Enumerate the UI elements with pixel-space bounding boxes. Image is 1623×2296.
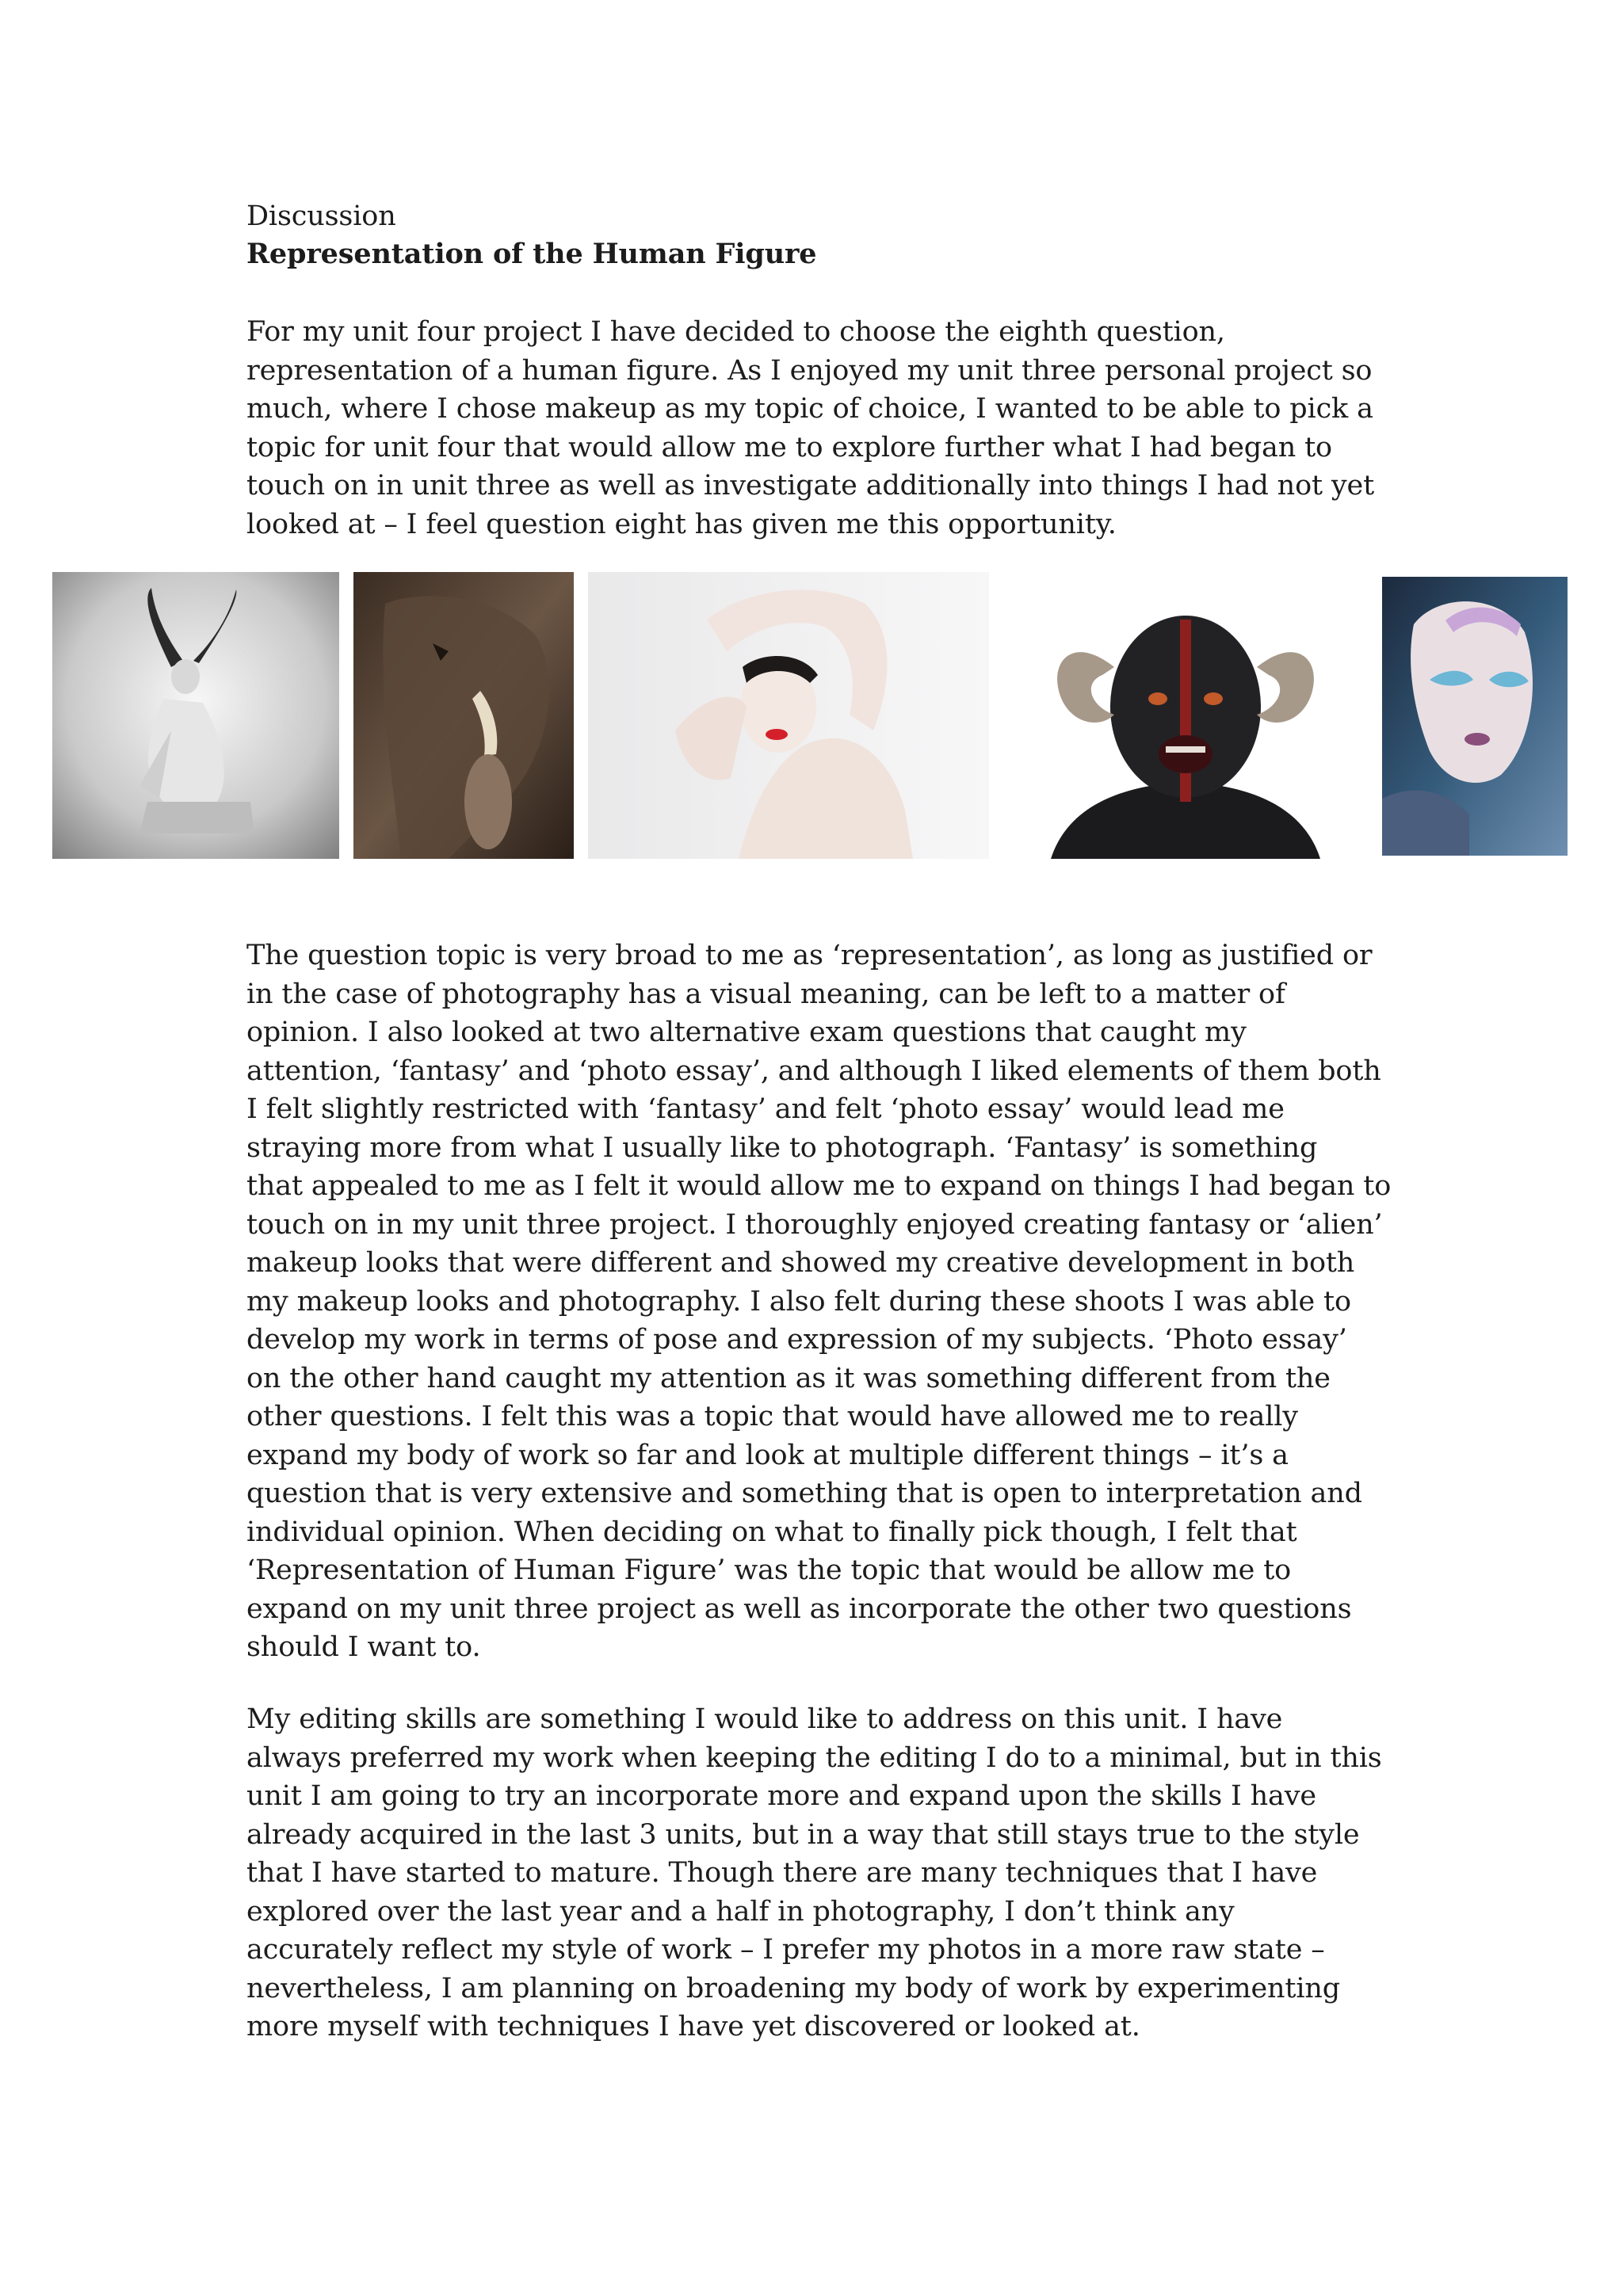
text-line: that appealed to me as I felt it would allow me to expand on things I had began to bbox=[246, 1170, 1392, 1202]
text-line: expand my body of work so far and look at multiple different things – it’s a bbox=[246, 1439, 1289, 1471]
text-line: attention, ‘fantasy’ and ‘photo essay’, and although I liked elements of them both bbox=[246, 1055, 1381, 1087]
text-line: much, where I chose makeup as my topic of choice, I wanted to be able to pick a bbox=[246, 393, 1373, 425]
text-line: other questions. I felt this was a topic that would have allowed me to really bbox=[246, 1401, 1298, 1432]
ram-horned-face-photo bbox=[1003, 572, 1368, 859]
horned-figure-photo bbox=[52, 572, 339, 859]
body-paragraph-3 bbox=[246, 1700, 1388, 2046]
text-line: ‘Representation of Human Figure’ was the topic that would be allow me to bbox=[246, 1554, 1292, 1586]
intro-paragraph bbox=[246, 313, 1388, 543]
text-line: my makeup looks and photography. I also felt during these shoots I was able to bbox=[246, 1285, 1351, 1318]
text-line: question that is very extensive and something that is open to interpretation and bbox=[246, 1478, 1362, 1509]
text-line: I felt slightly restricted with ‘fantasy’ and felt ‘photo essay’ would lead me bbox=[246, 1093, 1285, 1125]
text-line: always preferred my work when keeping the editing I do to a minimal, but in this bbox=[246, 1741, 1382, 1774]
elephant-photo bbox=[353, 572, 574, 859]
text-line: develop my work in terms of pose and expression of my subjects. ‘Photo essay’ bbox=[246, 1324, 1347, 1356]
text-line: should I want to. bbox=[246, 1631, 481, 1663]
text-line: more myself with techniques I have yet discovered or looked at. bbox=[246, 2011, 1140, 2042]
text-line: explored over the last year and a half in photography, I don’t think any bbox=[246, 1895, 1235, 1928]
text-line: already acquired in the last 3 units, but in a way that still stays true to the style bbox=[246, 1818, 1360, 1851]
text-line: nevertheless, I am planning on broadening my body of work by experimenting bbox=[246, 1972, 1341, 2004]
text-line: expand on my unit three project as well as incorporate the other two questions bbox=[246, 1592, 1352, 1625]
text-line: My editing skills are something I would like to address on this unit. I have bbox=[246, 1703, 1283, 1735]
text-line: looked at – I feel question eight has given me this opportunity. bbox=[246, 508, 1117, 540]
text-line: topic for unit four that would allow me to explore further what I had began to bbox=[246, 431, 1332, 463]
section-label: Discussion bbox=[246, 200, 396, 232]
text-line: on the other hand caught my attention as it was something different from the bbox=[246, 1362, 1331, 1394]
text-line: makeup looks that were different and showed my creative development in both bbox=[246, 1247, 1355, 1279]
text-line: touch on in unit three as well as investigate additionally into things I had not yet bbox=[246, 470, 1374, 502]
text-line: unit I am going to try an incorporate more and expand upon the skills I have bbox=[246, 1780, 1316, 1812]
text-line: straying more from what I usually like to photograph. ‘Fantasy’ is something bbox=[246, 1131, 1318, 1164]
text-line: accurately reflect my style of work – I prefer my photos in a more raw state – bbox=[246, 1934, 1325, 1966]
text-line: representation of a human figure. As I enjoyed my unit three personal project so bbox=[246, 354, 1373, 387]
text-line: touch on in my unit three project. I thoroughly enjoyed creating fantasy or ‘alien’ bbox=[246, 1208, 1383, 1241]
text-line: The question topic is very broad to me as ‘representation’, as long as justified or bbox=[246, 940, 1373, 971]
woman-arms-photo bbox=[588, 572, 989, 859]
text-line: For my unit four project I have decided to choose the eighth question, bbox=[246, 316, 1225, 348]
document-title: Representation of the Human Figure bbox=[246, 238, 817, 270]
fantasy-makeup-photo bbox=[1382, 577, 1568, 856]
text-line: in the case of photography has a visual meaning, can be left to a matter of bbox=[246, 978, 1285, 1010]
body-paragraph-2 bbox=[246, 936, 1392, 1667]
text-line: individual opinion. When deciding on what to finally pick though, I felt that bbox=[246, 1516, 1297, 1548]
text-line: opinion. I also looked at two alternative exam questions that caught my bbox=[246, 1016, 1247, 1048]
text-line: that I have started to mature. Though there are many techniques that I have bbox=[246, 1857, 1318, 1889]
